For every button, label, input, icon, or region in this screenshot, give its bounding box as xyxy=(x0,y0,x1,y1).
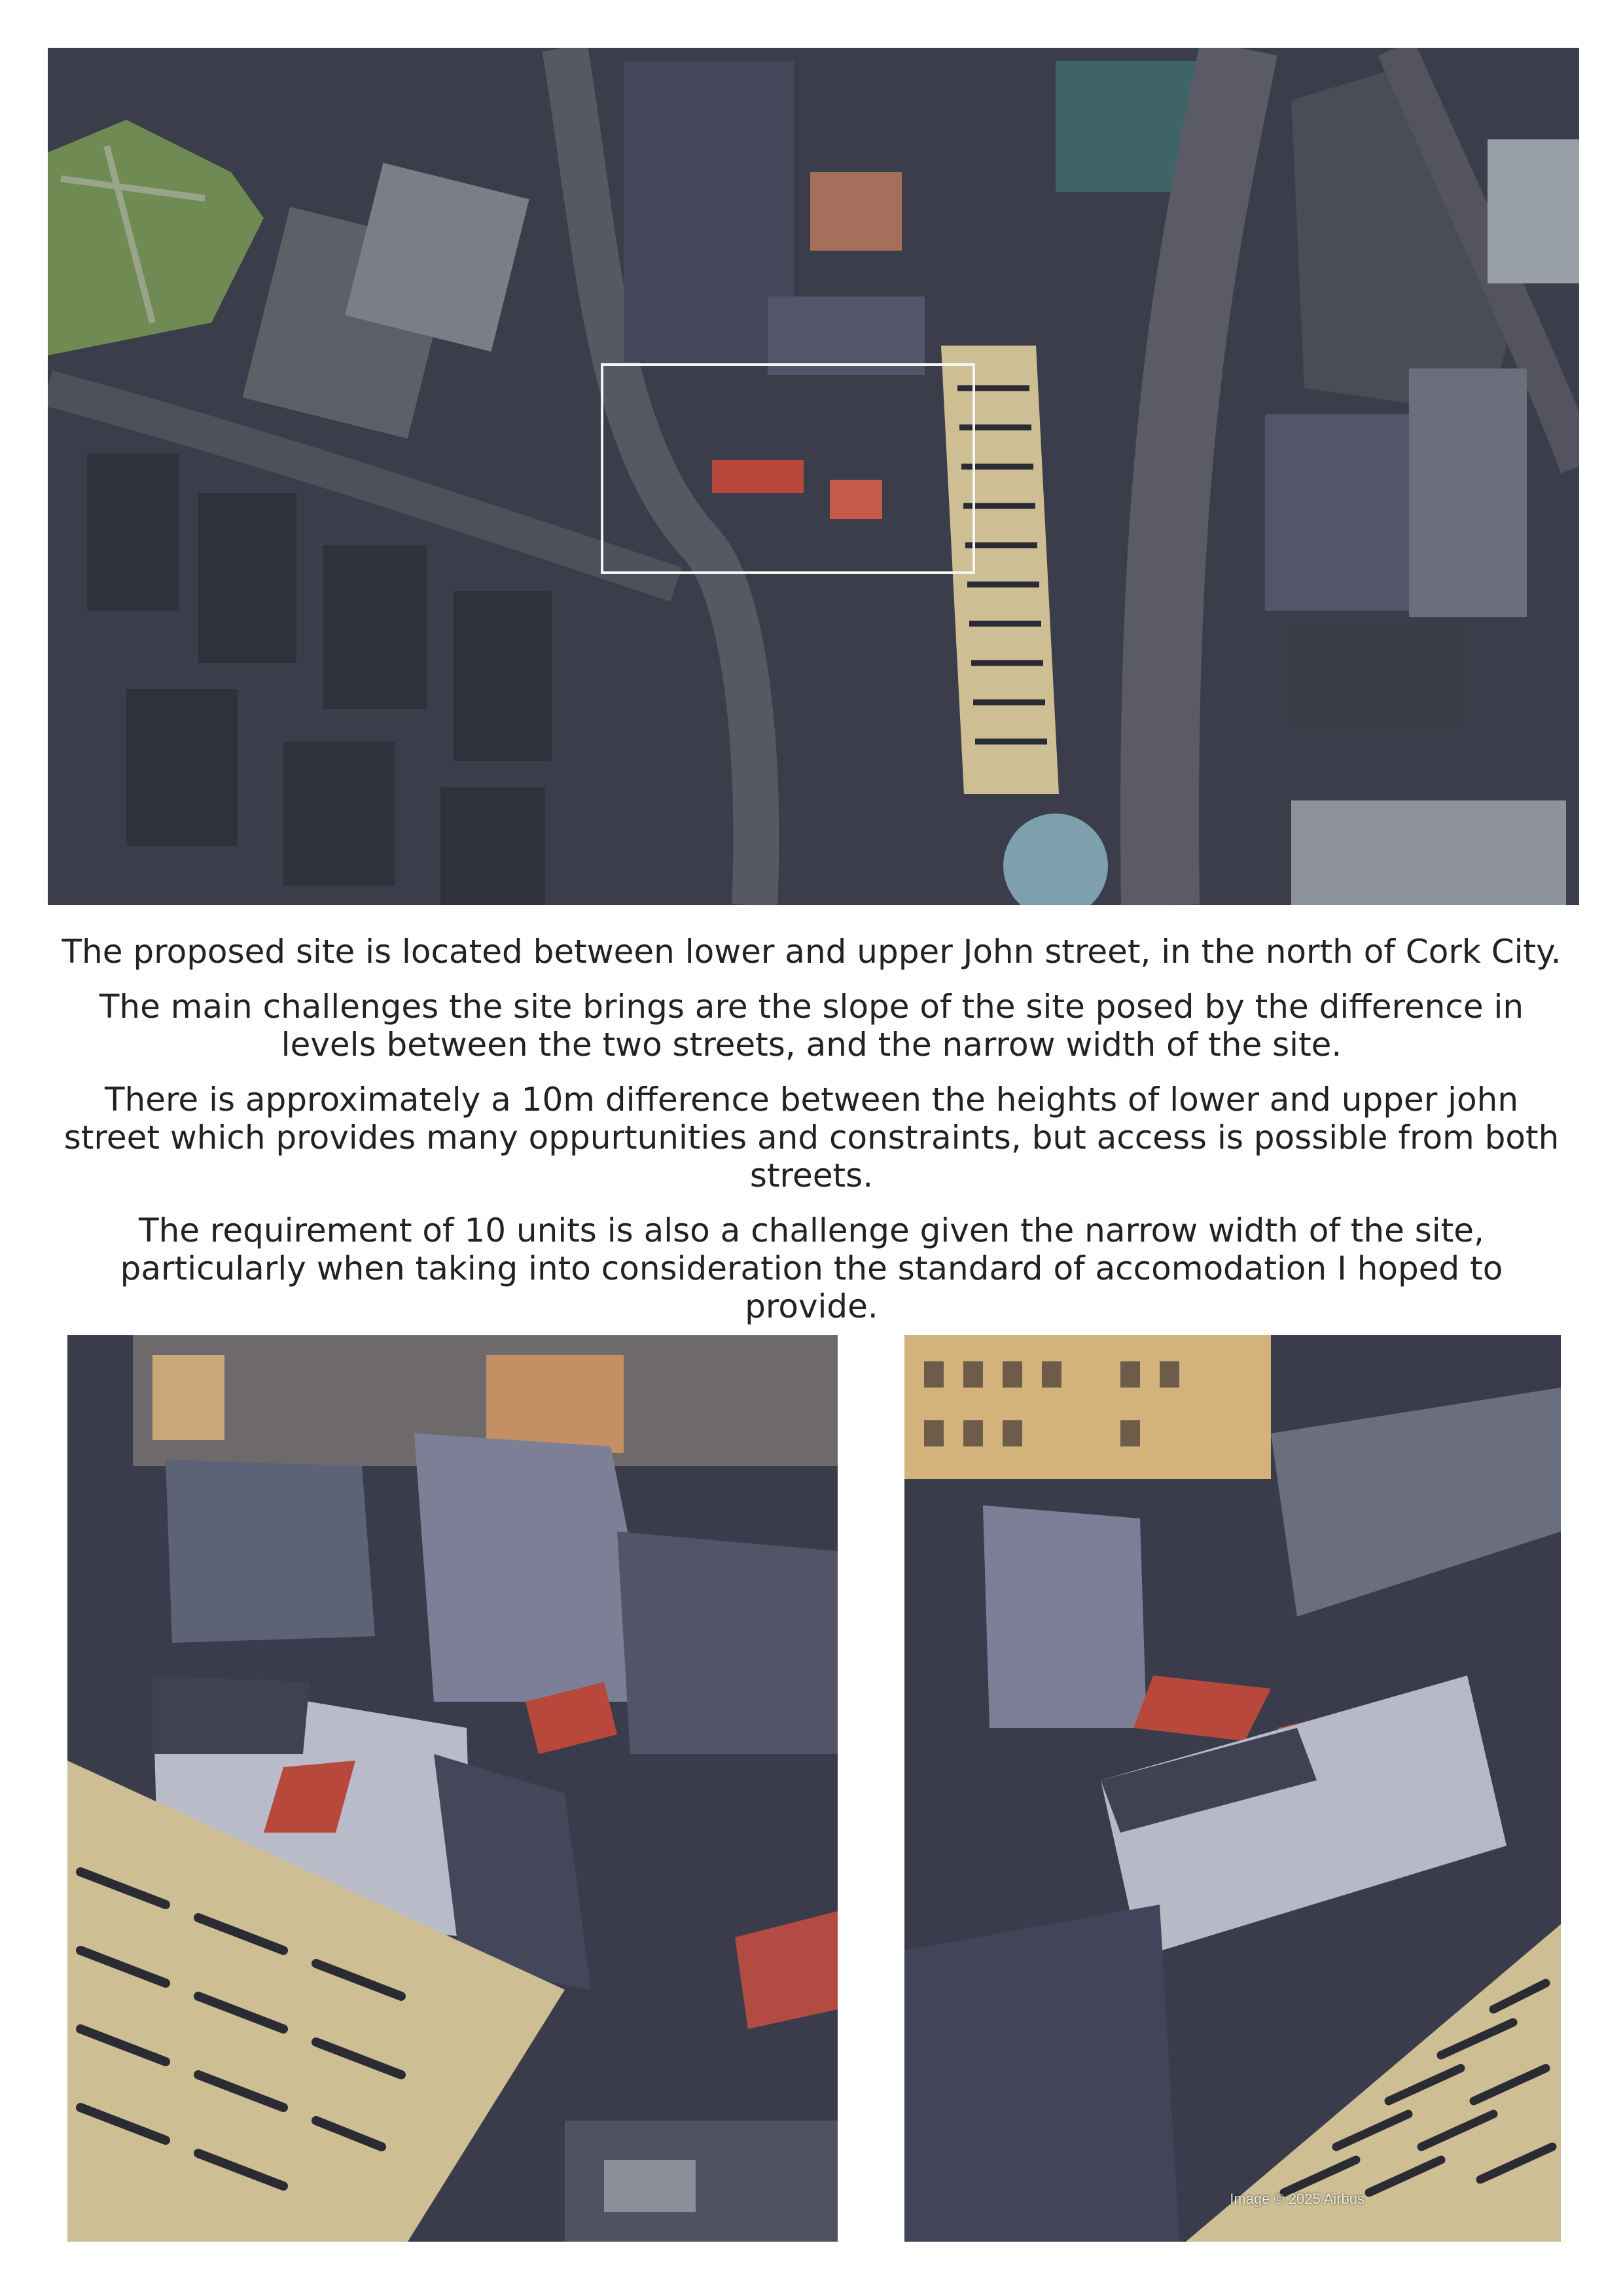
oblique-view-left-illustration xyxy=(67,1335,838,2242)
site-description xyxy=(59,933,1564,1342)
image-credit: Image © 2025 Airbus xyxy=(1230,2191,1364,2207)
site-outline xyxy=(601,363,975,574)
paragraph-location: The proposed site is located between lower and upper John street, in the north of Cork City. xyxy=(62,933,1561,971)
oblique-aerial-photo-left xyxy=(67,1335,838,2242)
paragraph-levels: There is approximately a 10m difference between the heights of lower and upper john street which provides many oppurtunities and constraints, but access is possible from both streets. xyxy=(63,1081,1560,1194)
oblique-aerial-photo-right xyxy=(904,1335,1561,2242)
paragraph-challenges: The main challenges the site brings are the slope of the site posed by the difference in levels between the two streets, and the narrow width of the site. xyxy=(99,988,1524,1064)
aerial-site-photo xyxy=(48,48,1579,905)
paragraph-units: The requirement of 10 units is also a challenge given the narrow width of the site, particularly when taking into consideration the standard of accomodation I hoped to provide. xyxy=(120,1211,1503,1325)
oblique-view-right-illustration xyxy=(904,1335,1561,2242)
